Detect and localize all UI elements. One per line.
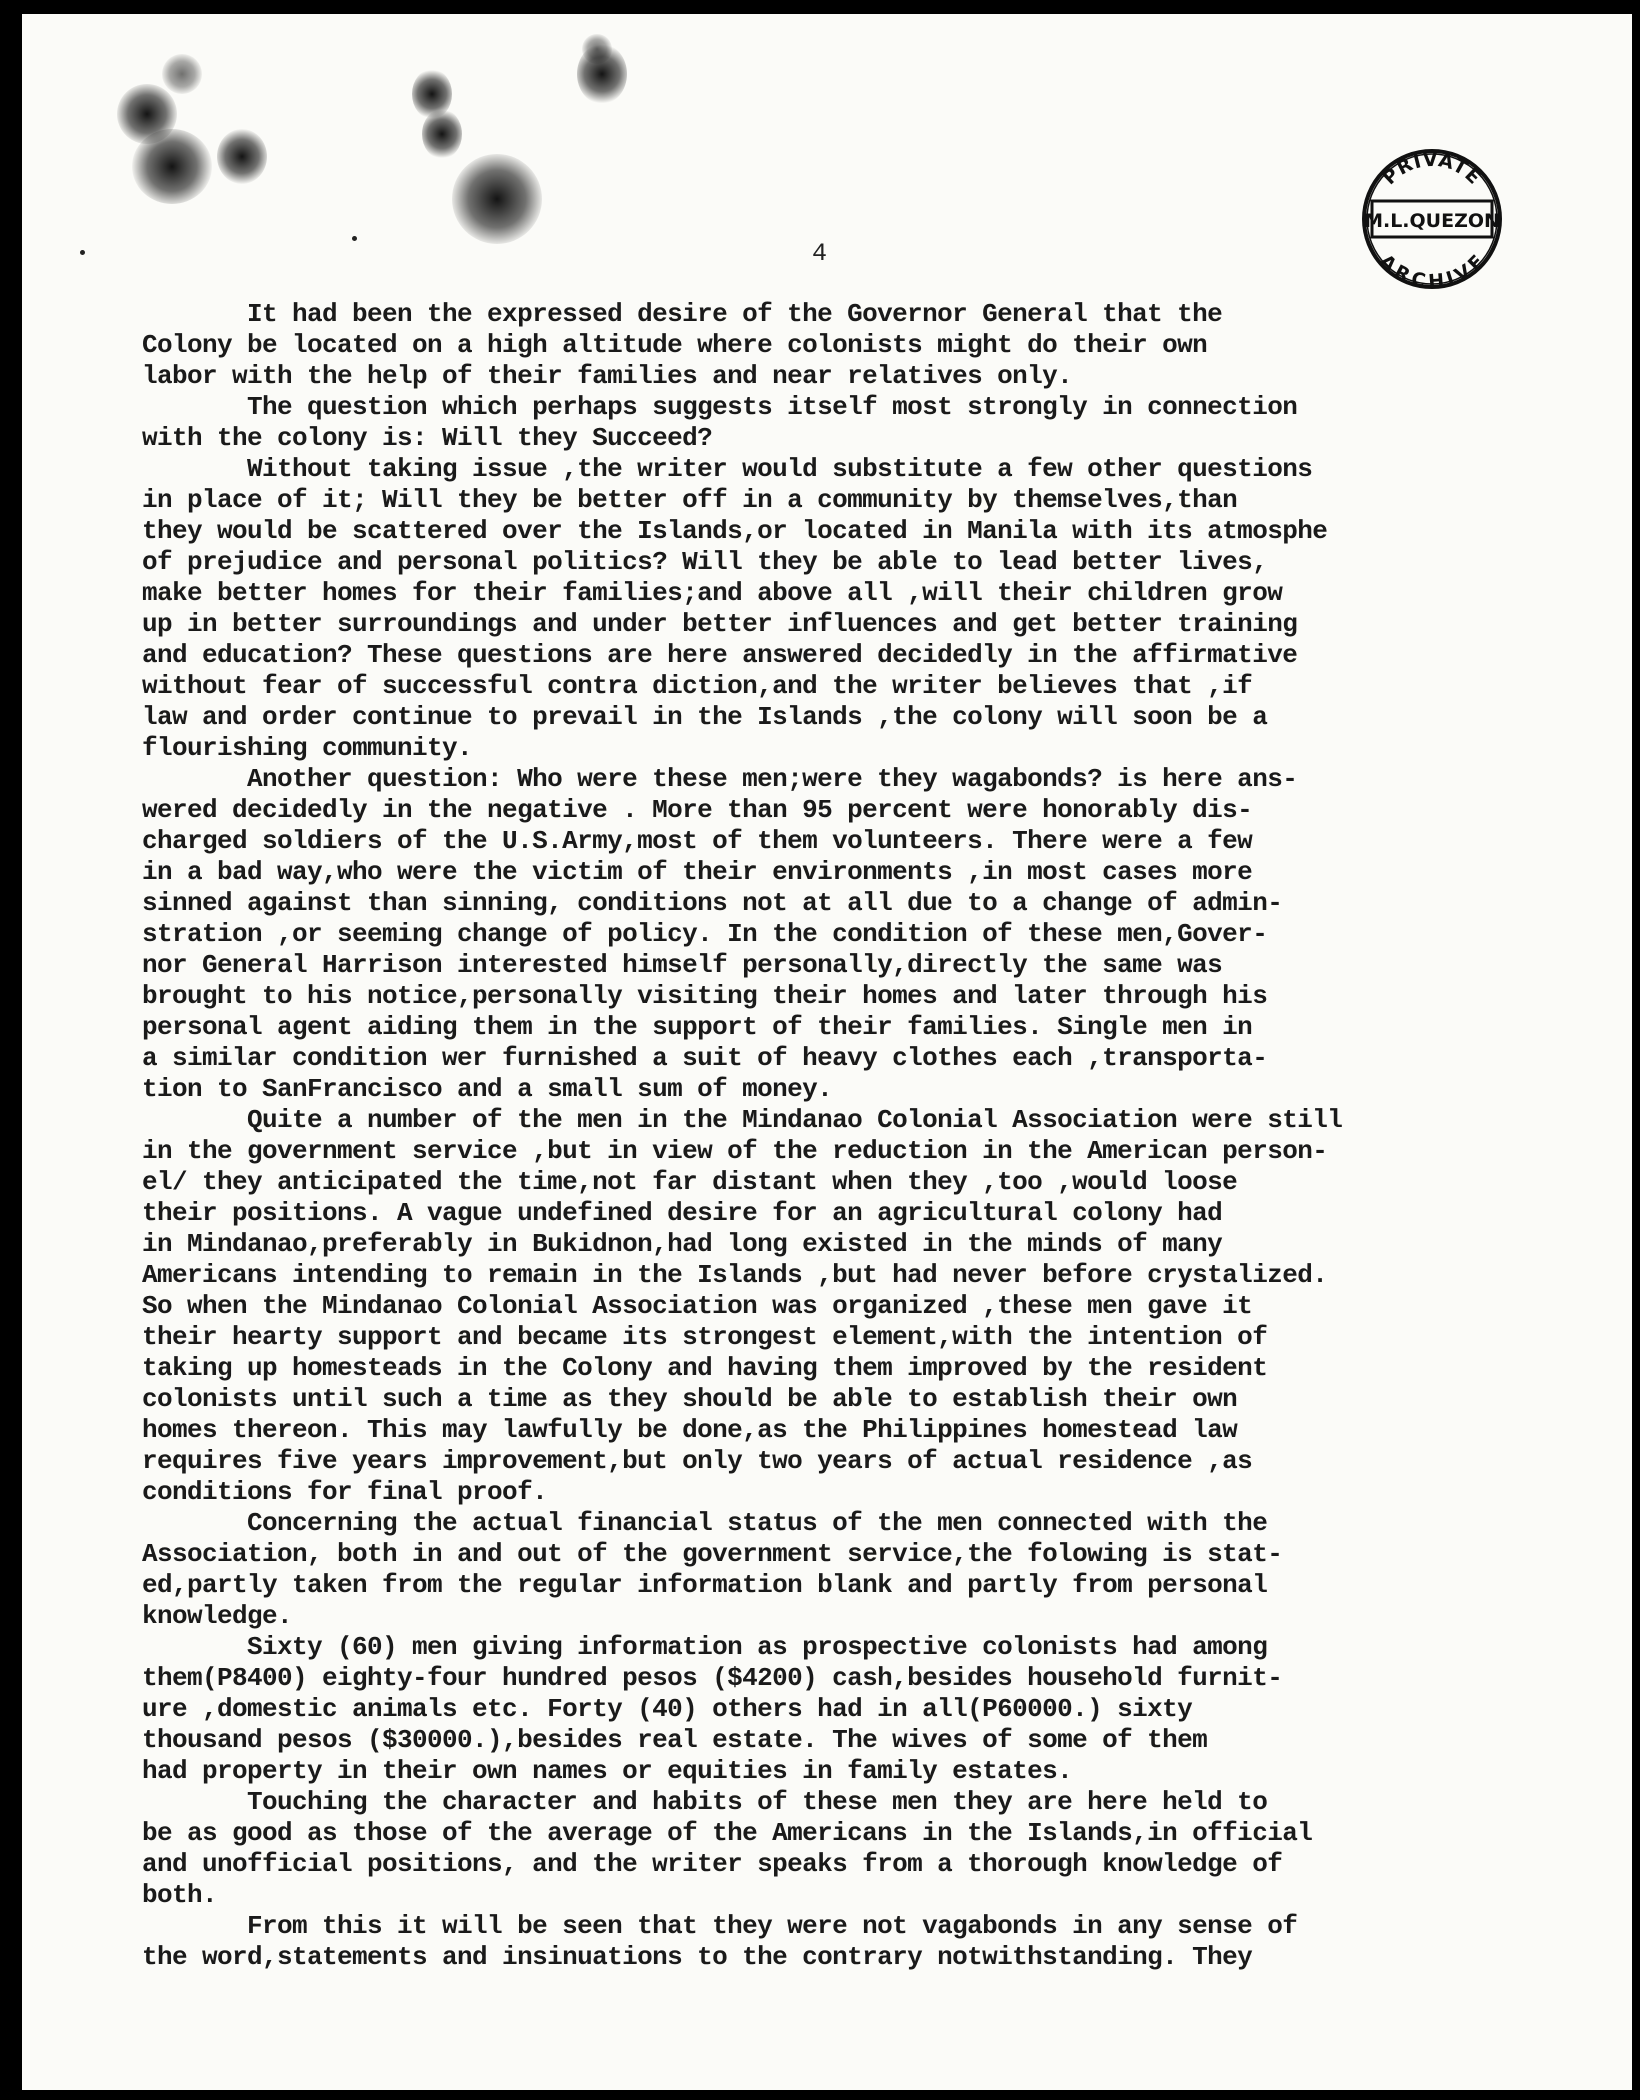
text-line: sinned against than sinning, conditions not at all due to a change of admin- [142, 888, 1283, 918]
text-line: ure ,domestic animals etc. Forty (40) others had in all(P60000.) sixty [142, 1694, 1193, 1724]
text-line: of prejudice and personal politics? Will they be able to lead better lives, [142, 547, 1268, 577]
text-line: make better homes for their families;and above all ,will their children grow [142, 578, 1283, 608]
ink-speck [80, 250, 85, 255]
svg-text:PRIVATE [1378, 149, 1485, 190]
text-line: the word,statements and insinuations to the contrary notwithstanding. They [142, 1942, 1253, 1972]
page-number: 4 [812, 239, 828, 268]
stamp-top-text: PRIVATE [1378, 148, 1486, 190]
text-line: thousand pesos ($30000.),besides real estate. The wives of some of them [142, 1725, 1208, 1755]
text-line: and education? These questions are here answered decidedly in the affirmative [142, 640, 1298, 670]
text-line: colonists until such a time as they should be able to establish their own [142, 1384, 1238, 1414]
text-line: law and order continue to prevail in the Islands ,the colony will soon be a [142, 702, 1268, 732]
ink-speck [352, 236, 357, 241]
text-line: in a bad way,who were the victim of their environments ,in most cases more [142, 857, 1253, 887]
text-line: Another question: Who were these men;were they wagabonds? is here ans- [142, 764, 1298, 794]
ink-smudge [162, 54, 202, 94]
text-line: Sixty (60) men giving information as prospective colonists had among [142, 1632, 1268, 1662]
text-line: Americans intending to remain in the Islands ,but had never before crystalized. [142, 1260, 1328, 1290]
text-line: be as good as those of the average of the Americans in the Islands,in official [142, 1818, 1313, 1848]
ink-smudge [582, 34, 612, 64]
text-line: The question which perhaps suggests itself most strongly in connection [142, 392, 1298, 422]
text-line: Colony be located on a high altitude where colonists might do their own [142, 330, 1208, 360]
text-line: without fear of successful contra diction,and the writer believes that ,if [142, 671, 1253, 701]
text-line: they would be scattered over the Islands,or located in Manila with its atmosphe [142, 516, 1328, 546]
text-line: had property in their own names or equities in family estates. [142, 1756, 1073, 1786]
text-line: tion to SanFrancisco and a small sum of money. [142, 1074, 833, 1104]
text-line: wered decidedly in the negative . More than 95 percent were honorably dis- [142, 795, 1253, 825]
stamp-bottom-text: ARCHIVE [1374, 250, 1490, 294]
text-line: with the colony is: Will they Succeed? [142, 423, 713, 453]
text-line: them(P8400) eighty-four hundred pesos ($4200) cash,besides household furnit- [142, 1663, 1283, 1693]
text-line: both. [142, 1880, 218, 1910]
text-line: a similar condition wer furnished a suit of heavy clothes each ,transporta- [142, 1043, 1268, 1073]
typewritten-body [142, 299, 1617, 1973]
text-line: requires five years improvement,but only two years of actual residence ,as [142, 1446, 1253, 1476]
text-line: Concerning the actual financial status of the men connected with the [142, 1508, 1268, 1538]
text-line: conditions for final proof. [142, 1477, 548, 1507]
ink-smudge [452, 154, 542, 244]
text-line: ed,partly taken from the regular information blank and partly from personal [142, 1570, 1268, 1600]
text-line: nor General Harrison interested himself personally,directly the same was [142, 950, 1223, 980]
ink-smudge [217, 129, 267, 184]
text-line: up in better surroundings and under better influences and get better training [142, 609, 1298, 639]
document-page [22, 14, 1632, 2090]
text-line: in place of it; Will they be better off in a community by themselves,than [142, 485, 1238, 515]
text-line: flourishing community. [142, 733, 473, 763]
text-line: It had been the expressed desire of the Governor General that the [142, 299, 1223, 329]
stamp-center-text: M.L.QUEZON [1364, 210, 1500, 232]
text-line: and unofficial positions, and the writer speaks from a thorough knowledge of [142, 1849, 1283, 1879]
text-line: labor with the help of their families and near relatives only. [142, 361, 1073, 391]
text-line: knowledge. [142, 1601, 293, 1631]
text-line: So when the Mindanao Colonial Association was organized ,these men gave it [142, 1291, 1253, 1321]
text-line: in the government service ,but in view of the reduction in the American person- [142, 1136, 1328, 1166]
text-line: brought to his notice,personally visiting their homes and later through his [142, 981, 1268, 1011]
text-line: Quite a number of the men in the Mindanao Colonial Association were still [142, 1105, 1343, 1135]
text-line: Association, both in and out of the government service,the folowing is stat- [142, 1539, 1283, 1569]
text-line: their hearty support and became its strongest element,with the intention of [142, 1322, 1268, 1352]
text-line: el/ they anticipated the time,not far distant when they ,too ,would loose [142, 1167, 1238, 1197]
private-archive-stamp [1357, 144, 1507, 294]
text-line: homes thereon. This may lawfully be done,as the Philippines homestead law [142, 1415, 1238, 1445]
text-line: Touching the character and habits of these men they are here held to [142, 1787, 1268, 1817]
ink-smudge [422, 109, 462, 159]
text-line: From this it will be seen that they were not vagabonds in any sense of [142, 1911, 1298, 1941]
text-line: personal agent aiding them in the support of their families. Single men in [142, 1012, 1253, 1042]
ink-smudge [132, 129, 212, 204]
text-line: in Mindanao,preferably in Bukidnon,had long existed in the minds of many [142, 1229, 1223, 1259]
text-line: taking up homesteads in the Colony and having them improved by the resident [142, 1353, 1268, 1383]
text-line: Without taking issue ,the writer would substitute a few other questions [142, 454, 1313, 484]
text-line: charged soldiers of the U.S.Army,most of them volunteers. There were a few [142, 826, 1253, 856]
text-line: stration ,or seeming change of policy. In the condition of these men,Gover- [142, 919, 1268, 949]
text-line: their positions. A vague undefined desire for an agricultural colony had [142, 1198, 1223, 1228]
